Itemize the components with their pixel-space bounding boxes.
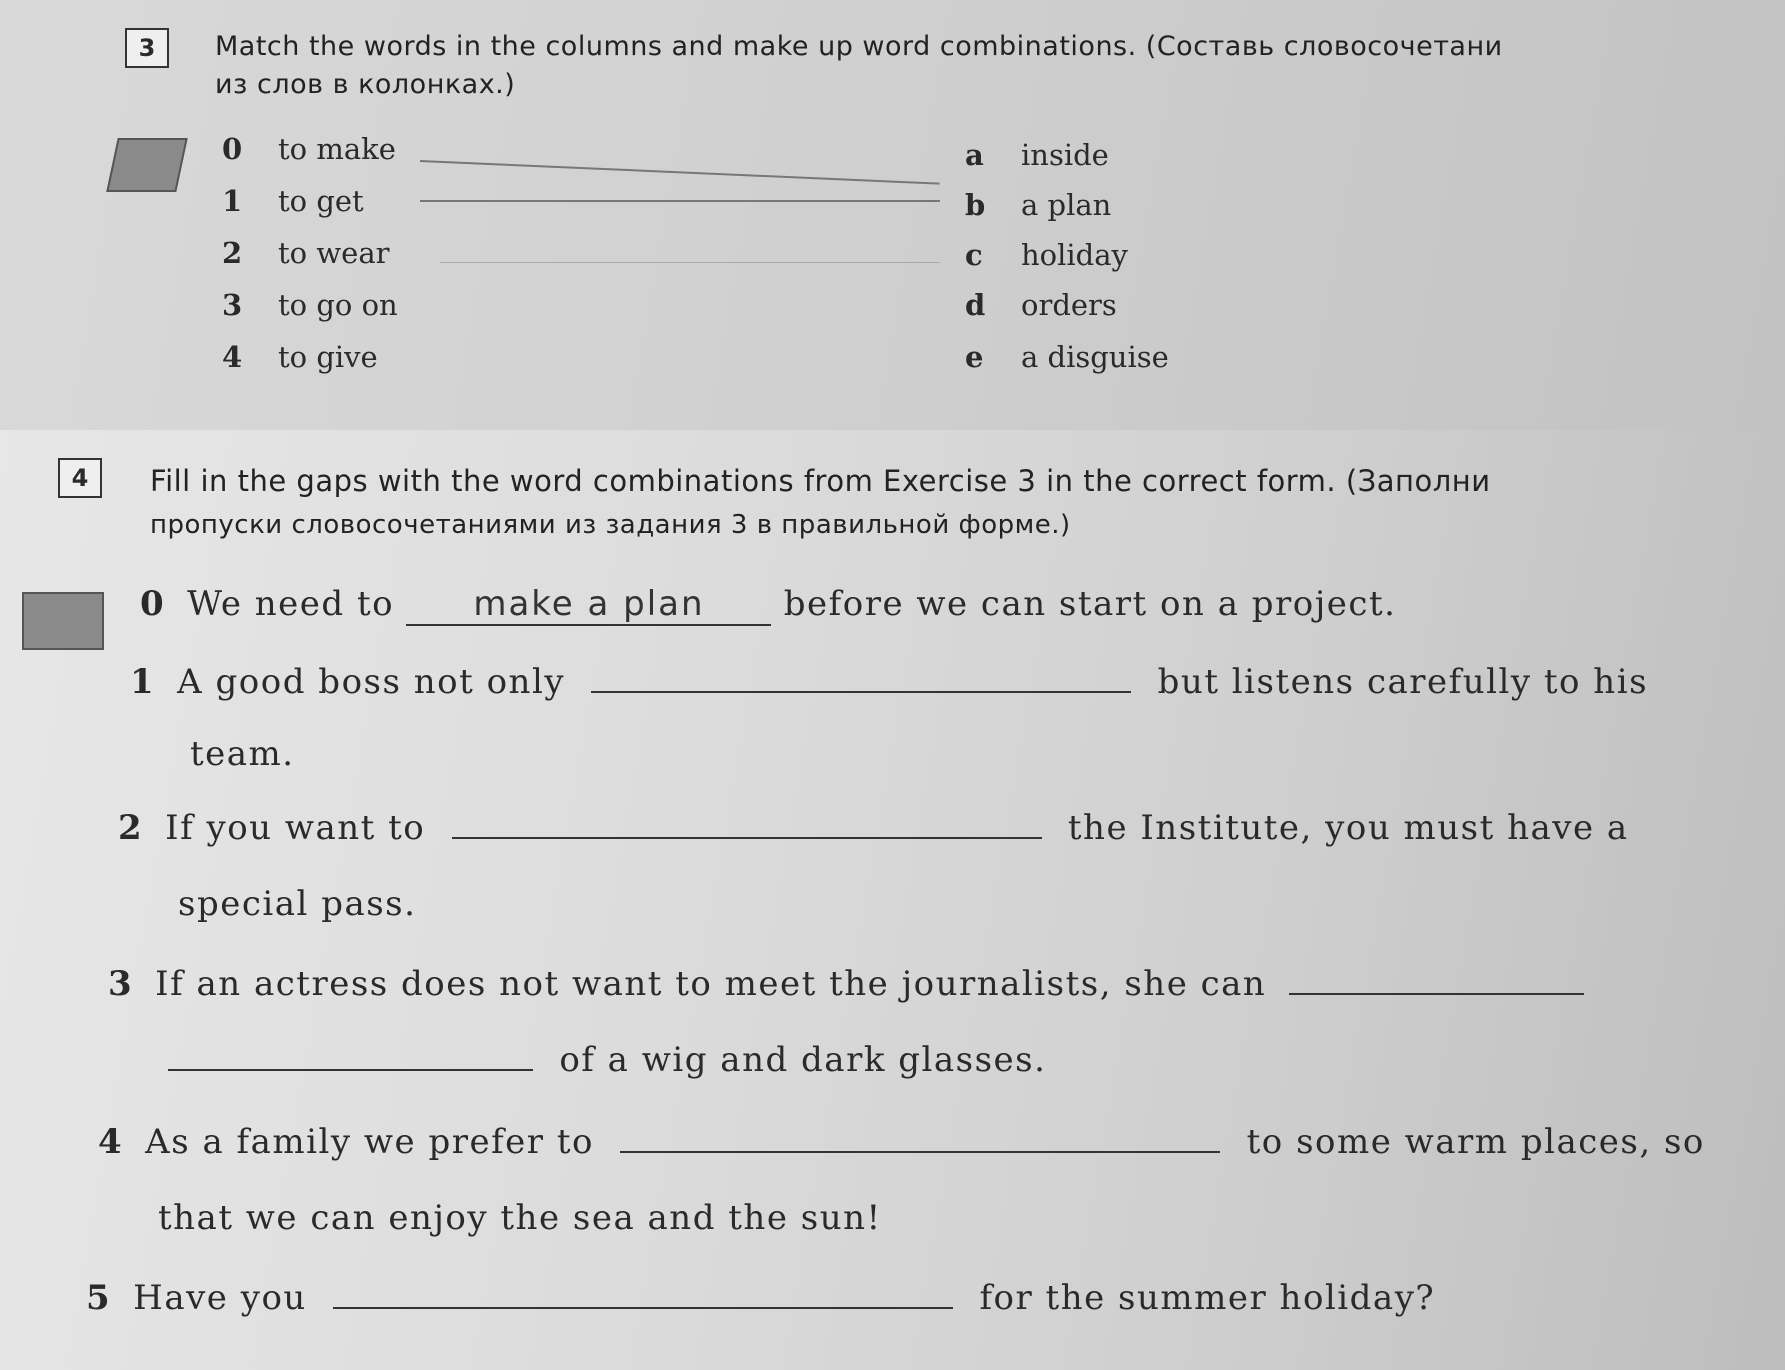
sentence-3: 3 If an actress does not want to meet the journalists, she can (108, 964, 1584, 1004)
right-item: d orders (965, 288, 1117, 322)
book-icon (22, 592, 104, 650)
answer-gap[interactable] (620, 1151, 1220, 1153)
sentence-2: 2 If you want to the Institute, you must have a (118, 808, 1629, 848)
answer-gap[interactable] (168, 1069, 533, 1071)
exercise3-instruction-line2: из слов в колонках.) (215, 69, 516, 100)
sentence-1-cont: team. (190, 734, 295, 774)
sentence-2-cont: special pass. (178, 884, 417, 924)
answer-gap[interactable] (1289, 993, 1584, 995)
book-icon (106, 138, 187, 192)
sentence-4: 4 As a family we prefer to to some warm places, so (98, 1122, 1705, 1162)
right-item: b a plan (965, 188, 1112, 222)
left-item: 1 to get (222, 184, 364, 218)
answer-gap[interactable] (333, 1307, 953, 1309)
sentence-4-cont: that we can enjoy the sea and the sun! (158, 1198, 882, 1238)
exercise3-number: 3 (125, 28, 169, 68)
answer-gap[interactable] (452, 837, 1042, 839)
sentence-0: 0 We need to make a plan before we can start on a project. (140, 584, 1397, 624)
answer-gap[interactable] (591, 691, 1131, 693)
sentence-1: 1 A good boss not only but listens carefully to his (130, 662, 1649, 702)
exercise4-instruction-line2: пропуски словосочетаниями из задания 3 в правильной форме.) (150, 510, 1071, 540)
right-item: a inside (965, 138, 1109, 172)
match-line-2 (440, 262, 940, 263)
right-item: e a disguise (965, 340, 1169, 374)
sentence-3-cont: of a wig and dark glasses. (168, 1040, 1046, 1080)
exercise4-number: 4 (58, 458, 102, 498)
left-item: 0 to make (222, 132, 396, 166)
exercise3-instruction-line1: Match the words in the columns and make up word combinations. (Составь словосочетани (215, 31, 1503, 62)
exercise4-instruction-line1: Fill in the gaps with the word combinations from Exercise 3 in the correct form. (Заполни (150, 464, 1491, 498)
left-item: 3 to go on (222, 288, 398, 322)
sentence-5: 5 Have you for the summer holiday? (86, 1278, 1436, 1318)
right-item: c holiday (965, 238, 1128, 272)
match-line-1 (420, 200, 940, 202)
handwritten-answer: make a plan (473, 584, 705, 624)
left-item: 2 to wear (222, 236, 390, 270)
left-item: 4 to give (222, 340, 378, 374)
